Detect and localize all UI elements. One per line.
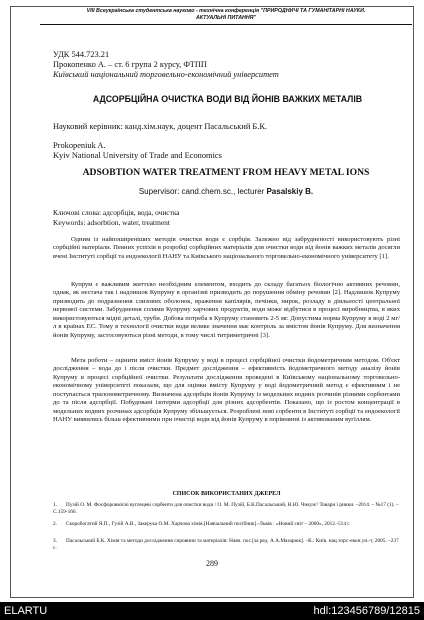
reference-item — [53, 502, 400, 516]
institution-en: Kyiv National University of Trade and Economics — [53, 151, 222, 160]
conference-header — [40, 8, 412, 22]
udk-code: УДК 544.723.21 — [53, 50, 110, 59]
supervisor-en-name: Pasalskiy B. — [266, 187, 314, 196]
reference-number: 1. — [53, 502, 57, 508]
author-ua: Прокопенко А. – ст. 6 група 2 курсу, ФТПП — [53, 60, 207, 69]
conference-line-2: АКТУАЛЬНІ ПИТАННЯ" — [195, 15, 257, 21]
header-rule — [40, 24, 412, 25]
reference-text: Пасальський Б.К. Хімія та методи дослідження сировини та матеріалів: Навч. пос.[за ред. А.А.Мазарюк]. –К.: Київ. нац.торг.-екон.ун.-т, 2005. –237 с. — [53, 538, 399, 552]
reference-item — [53, 521, 400, 528]
title-en: ADSOBTION WATER TREATMENT FROM HEAVY METAL IONS — [82, 167, 370, 178]
supervisor-ua: Науковий керівник: канд.хім.наук, доцент Пасальський Б.К. — [53, 122, 267, 131]
keywords-en: Keywords: adsorbtion, water, treatment — [53, 218, 170, 227]
reference-number: 2. — [53, 521, 57, 527]
page-number: 289 — [206, 559, 218, 568]
reference-text: Скоробогатий Я.П., Гузій А.В., Закерука О.М. Харчова хімія.[Навчальний посібник].-Львів : «Новий світ – 2000», 2012.-514 с — [66, 521, 350, 527]
repository-footer — [0, 602, 424, 620]
keywords-ua: Ключові слова: адсорбція, вода, очистка — [53, 208, 180, 217]
paragraph-3: Мета роботи – оцінити вміст йонів Купруму у воді в процесі сорбційної очистки йодометричним методом. Об'єкт дослідження – вода до і після очистки. Предмет дослідження – ефективність йодометричного методу аналізу йонів Купруму в процесі сорбційної очистки. Результати дослідження проведені в Київському національному торговельно-економічному університеті показали, що для оцінки вмісту Купруму у воді йодометричний метод є ефективним і не поступається трилонометричному. Визначена адсорбція йонів Купруму із модельних водних розчинів різними сорбентами до та після адсорбції. Побудовані ізотерми адсорбції для різних адсорбентів. Показано, що із ростом концентрації в модельних водних розчинах адсорбція Купруму збільшується. Розроблені нові сорбенти в Інституті сорбції та ендоекології НАНУ виявились більш ефективними при очистці води від йонів Купруму в порівнянні із активованим вугіллям. — [53, 357, 400, 424]
institution-ua: Київський національний торговельно-економічний університет — [53, 70, 279, 79]
title-ua: АДСОРБЦІЙНА ОЧИСТКА ВОДИ ВІД ЙОНІВ ВАЖКИХ МЕТАЛІВ — [92, 94, 363, 104]
reference-item — [53, 538, 400, 552]
footer-handle-id[interactable]: hdl:123456789/12815 — [313, 605, 420, 617]
conference-line-1: VIII Всеукраїнська студентська науково - технічна конференція "ПРИРОДНИЧІ ТА ГУМАНІТАРНІ НАУКИ. — [86, 8, 366, 14]
supervisor-en — [50, 187, 402, 196]
author-en: Prokopeniuk A. — [53, 141, 106, 150]
reference-number: 3. — [53, 538, 57, 544]
references-heading: СПИСОК ВИКОРИСТАНИХ ДЖЕРЕЛ — [172, 491, 281, 497]
footer-repository-name[interactable]: ELARTU — [4, 605, 48, 617]
paragraph-2: Купрум є важливим життєво необхідним елементом, входить до складу багатьох біологічно активних речовин, однак, як нестача так і надлишок Купруму в організмі призводить до порушення обміну речовин [2]. Надлишок Купруму призводить до подразнення слизових оболонок, враження капілярів, печінки, нирок, розладу в діяльності центральної нервової системи. Забруднення солями Купруму харчових продуктів, води може відбутися в процесі виробництва, в яких використовуються мідні деталі, труби. Добова потреба в Купруму становить 2-5 мг. Допустима норма Купруму в воді 2 мг/л в країнах ЕС. Тому в технології очистки води велике значення має контроль за вмістом йонів Купруму. Для визначення йонів Купруму, застосовуються різні методи, в тому числі титриметричні [3]. — [53, 281, 400, 339]
reference-text: Пузій О. М. Фосфоровмісні вуглецеві сорбенти для очистки води / О. М. Пузій, Б.К.Пасальський, Н.Ю. Чикун// Товари і ринки. –2014. – №17 (1). –С.159-166. — [53, 502, 399, 516]
supervisor-en-prefix: Supervisor: cand.chem.sc., lecturer — [138, 187, 267, 196]
paragraph-1: Одним із найпоширеніших методів очистки води є сорбція. Залежно від забрудненості використовують різні сорбційні матеріали. Певних успіхів в розробці сорбційних матеріалів для очистки води від йонів важких металів досягли вчені Інституті сорбції та ендоекології НАНУ та Київського національного торговельно-економічного університету [1]. — [53, 236, 400, 260]
